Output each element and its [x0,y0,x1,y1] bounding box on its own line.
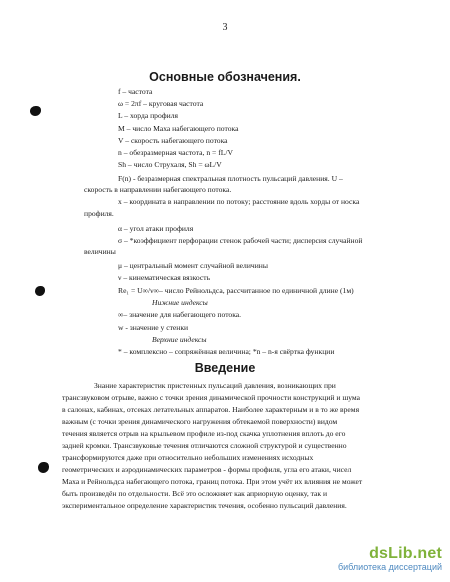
binder-hole-mark [35,286,45,296]
watermark-tagline: библиотека диссертаций [337,562,442,572]
binder-hole-mark [38,462,49,473]
notation-line: Re₁ = U∞/ν∞– число Рейнольдса, рассчитанное по единичной длине (1м) [118,286,354,295]
notation-line: f – частота [118,87,153,96]
intro-line: течения является отрыв на крыльевом профиле из-под скачка уплотнения вплоть до его [62,429,346,438]
intro-line: быть произведён по отдельности. Всё это осложняет как априорную оценку, так и [62,489,328,498]
notation-heading: Основные обозначения. [149,70,301,84]
watermark-logo: dsLib.net [369,545,442,562]
intro-line: Маха и Рейнольдса набегающего потока, границ потока. При этом учёт их влияния не может [62,477,363,486]
intro-heading: Введение [194,361,256,375]
subscript-line: ∞– значение для набегающего потока. [118,310,242,319]
intro-line: экспериментальное определение характеристик течения, особенно пульсаций давления. [62,501,347,510]
notation-line: n – обезразмерная частота, n = fL/V [118,148,233,157]
binder-hole-mark [30,106,41,116]
notation-line: профиля. [84,209,114,218]
notation-line: V – скорость набегающего потока [118,136,228,145]
intro-line: Знание характеристик пристенных пульсаций давления, возникающих при [94,381,336,390]
intro-line: задней кромки. Трансзвуковые течения отличаются сложной структурой и существенно [62,441,347,450]
notation-line: L – хорда профиля [118,111,179,120]
subscript-line: w - значение у стенки [118,323,189,332]
intro-line: важным (с точки зрения динамического нагружения обтекаемой поверхности) видом [62,417,338,426]
subscripts-heading: Нижние индексы [152,298,208,307]
intro-line: в салонах, кабинах, отсеках летательных аппаратов. Наиболее характерным и в то же время [62,405,360,414]
superscripts-heading: Верхние индексы [152,335,207,344]
notation-line: x – координата в направлении по потоку; расстояние вдоль хорды от носка [118,197,360,206]
notation-line: ω = 2πf – круговая частота [118,99,204,108]
notation-line: ν – кинематическая вязкость [118,273,211,282]
notation-line: σ – *коэффициент перфорации стенок рабочей части; дисперсия случайной [118,236,363,245]
notation-line: Sh – число Струхаля, Sh = ωL/V [118,160,222,169]
watermark [338,545,442,572]
notation-line: M – число Маха набегающего потока [118,124,239,133]
notation-line: величины [84,247,116,256]
notation-line: F(n) - безразмерная спектральная плотность пульсаций давления. U – [118,174,343,183]
intro-line: геометрических и аэродинамических параметров - формы профиля, угла его атаки, чисел [62,465,352,474]
intro-line: трансзвуковом отрыве, важно с точки зрения динамической прочности конструкций и шума [62,393,361,402]
notation-line: α – угол атаки профиля [118,224,194,233]
notation-line: μ – центральный момент случайной величины [118,261,268,270]
page-number: 3 [222,22,228,33]
superscript-line: * – комплексно – сопряжённая величина; *n – n-я свёртка функции [118,347,335,356]
notation-line: скорость в направлении набегающего потока. [84,185,232,194]
intro-line: трансформируются даже при относительно небольших изменениях исходных [62,453,314,462]
